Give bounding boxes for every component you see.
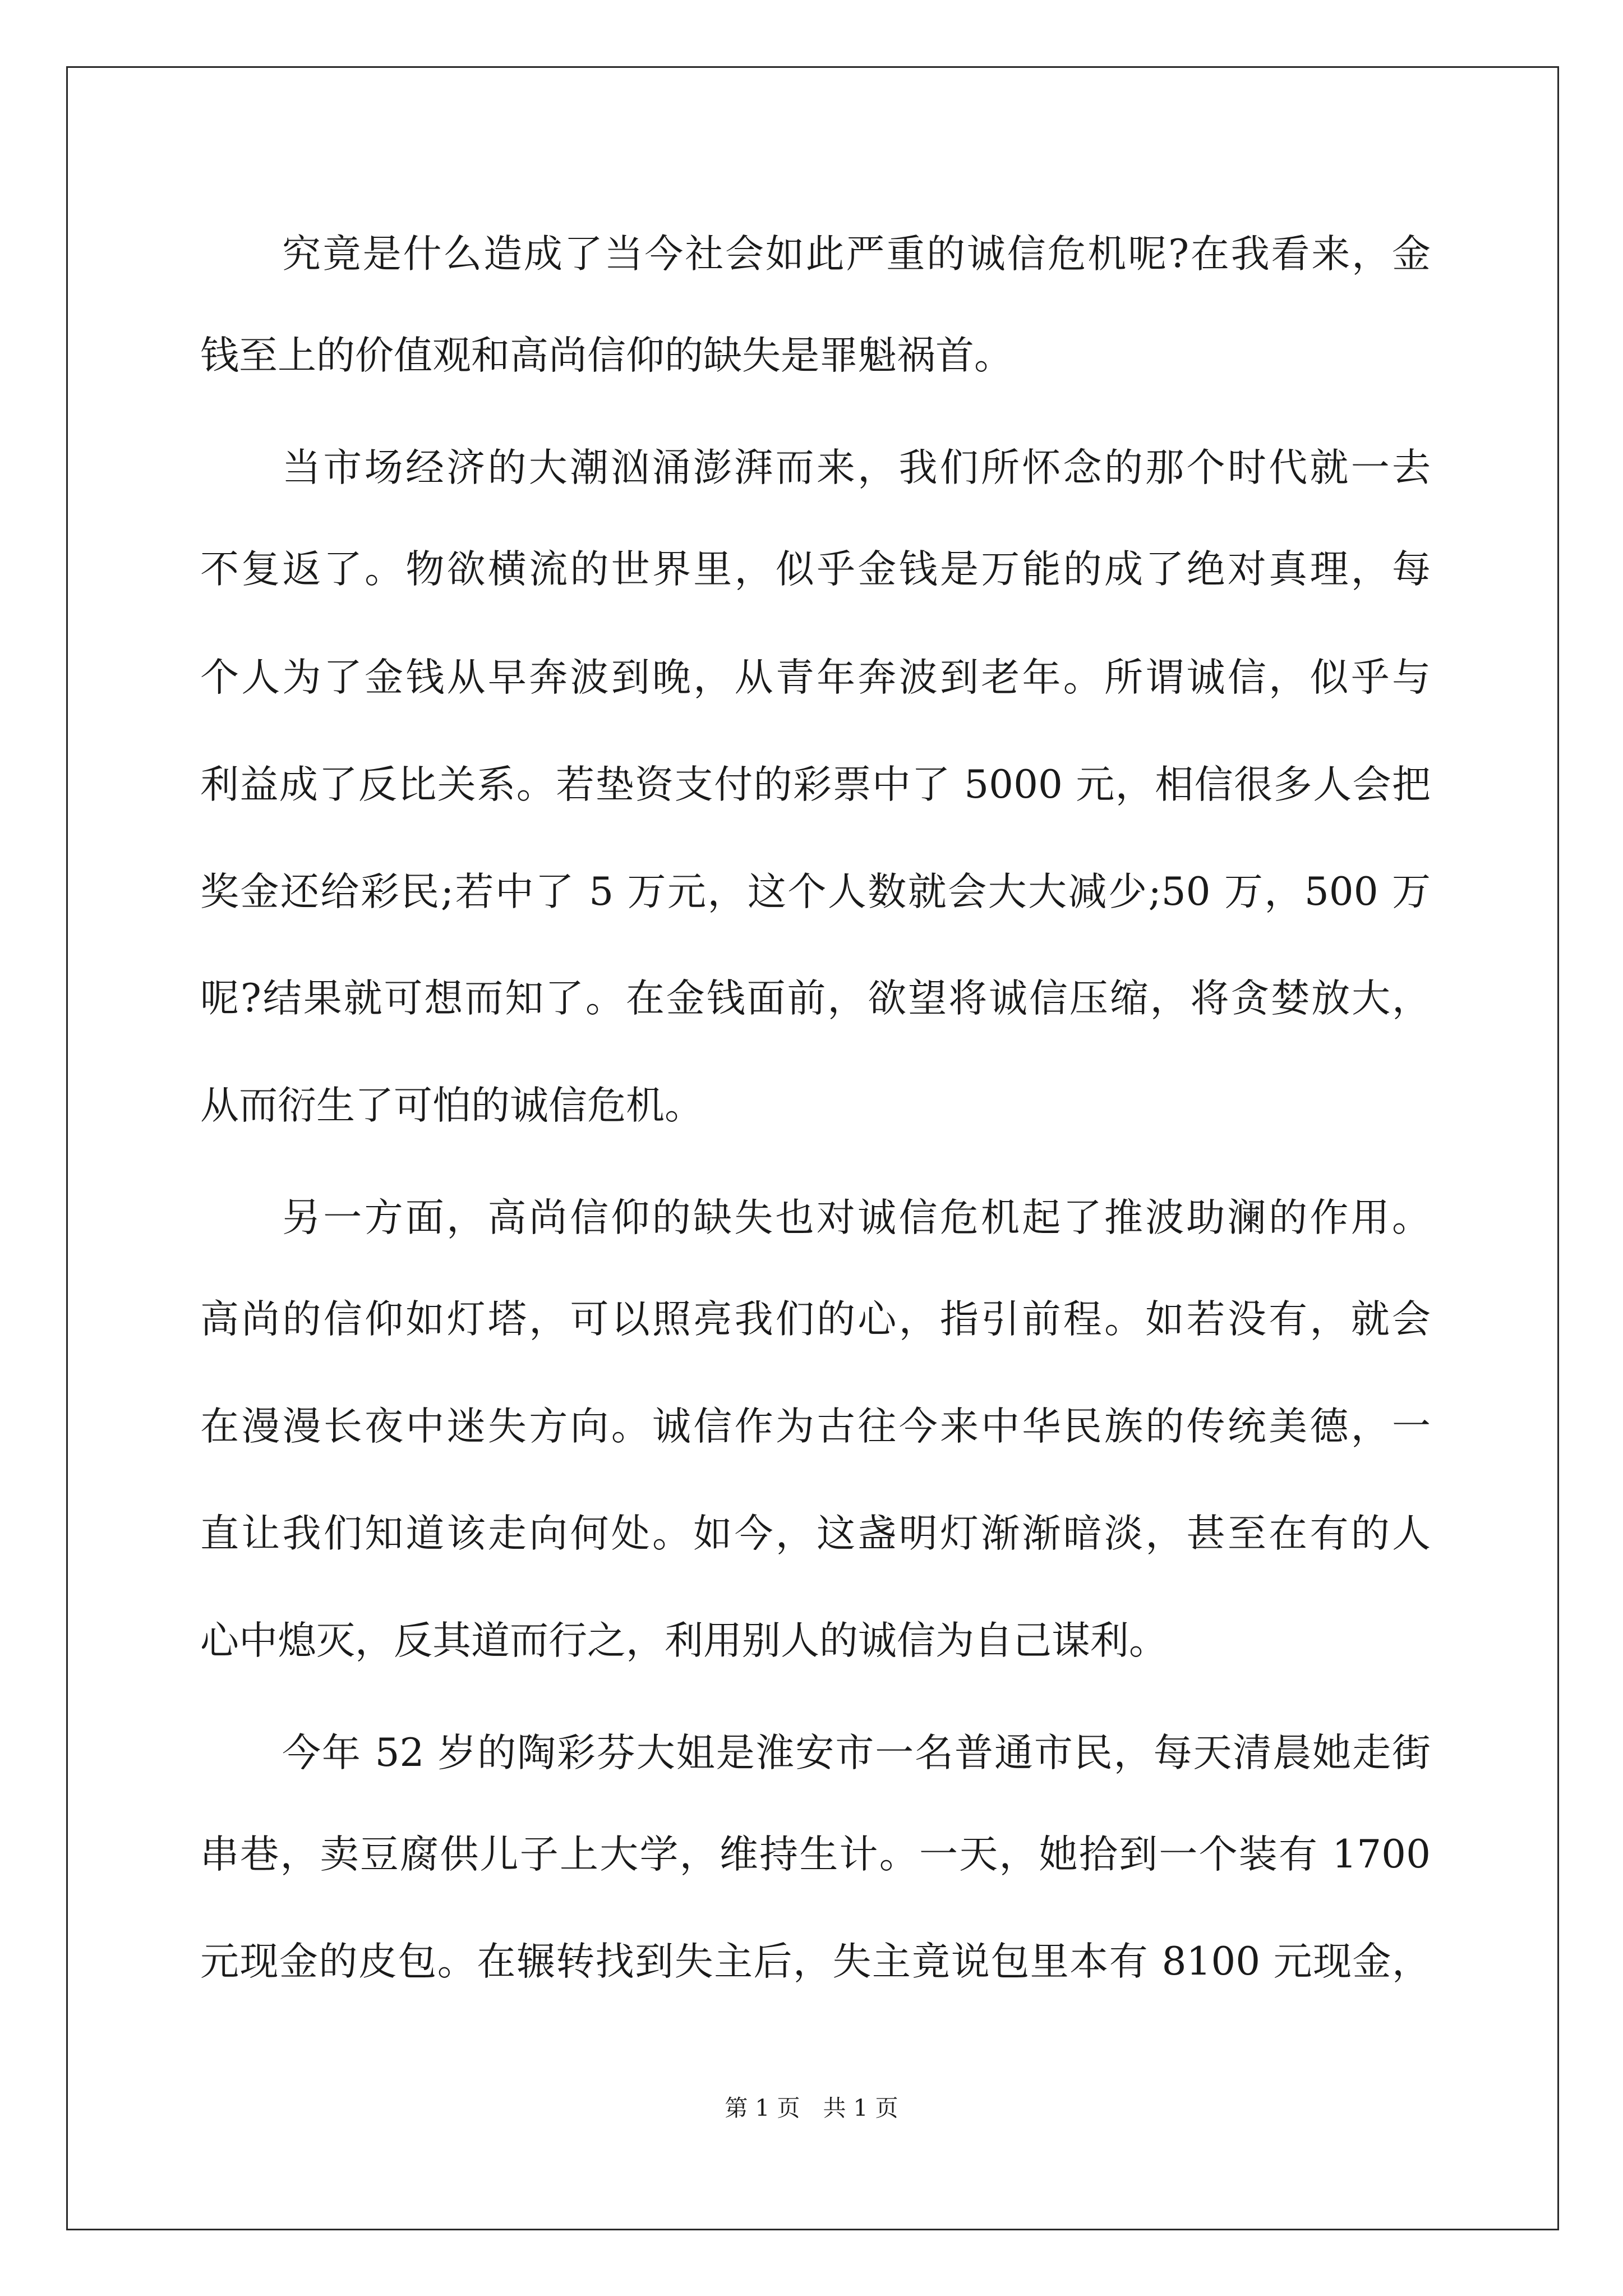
paragraph-2-line-6: 呢?结果就可想而知了。在金钱面前，欲望将诚信压缩，将贪婪放大， bbox=[200, 976, 1431, 1021]
paragraph-1-line-1: 究竟是什么造成了当今社会如此严重的诚信危机呢?在我看来，金 bbox=[282, 232, 1431, 277]
paragraph-4-line-2: 串巷，卖豆腐供儿子上大学，维持生计。一天，她拾到一个装有 1700 bbox=[200, 1832, 1431, 1877]
paragraph-3-line-3: 在漫漫长夜中迷失方向。诚信作为古往今来中华民族的传统美德，一 bbox=[200, 1404, 1431, 1449]
paragraph-2-line-3: 个人为了金钱从早奔波到晚，从青年奔波到老年。所谓诚信，似乎与 bbox=[200, 655, 1431, 700]
paragraph-3-line-1: 另一方面，高尚信仰的缺失也对诚信危机起了推波助澜的作用。 bbox=[282, 1195, 1431, 1240]
paragraph-4-line-3: 元现金的皮包。在辗转找到失主后，失主竟说包里本有 8100 元现金， bbox=[200, 1939, 1431, 1984]
paragraph-3-line-5: 心中熄灭，反其道而行之，利用别人的诚信为自己谋利。 bbox=[200, 1618, 1168, 1663]
page-number-footer: 第 1 页 共 1 页 bbox=[725, 2095, 898, 2122]
paragraph-4-line-1: 今年 52 岁的陶彩芬大姐是淮安市一名普通市民，每天清晨她走街 bbox=[282, 1731, 1431, 1775]
paragraph-2-line-5: 奖金还给彩民;若中了 5 万元，这个人数就会大大减少;50 万，500 万 bbox=[200, 869, 1431, 914]
paragraph-2-line-4: 利益成了反比关系。若垫资支付的彩票中了 5000 元，相信很多人会把 bbox=[200, 762, 1431, 807]
paragraph-2-line-1: 当市场经济的大潮汹涌澎湃而来，我们所怀念的那个时代就一去 bbox=[282, 445, 1431, 490]
paragraph-3-line-4: 直让我们知道该走向何处。如今，这盏明灯渐渐暗淡，甚至在有的人 bbox=[200, 1511, 1431, 1556]
paragraph-3-line-2: 高尚的信仰如灯塔，可以照亮我们的心，指引前程。如若没有，就会 bbox=[200, 1297, 1431, 1342]
paragraph-2-line-2: 不复返了。物欲横流的世界里，似乎金钱是万能的成了绝对真理，每 bbox=[200, 547, 1431, 592]
paragraph-1-line-2: 钱至上的价值观和高尚信仰的缺失是罪魁祸首。 bbox=[200, 333, 1013, 378]
paragraph-2-line-7: 从而衍生了可怕的诚信危机。 bbox=[200, 1083, 703, 1128]
